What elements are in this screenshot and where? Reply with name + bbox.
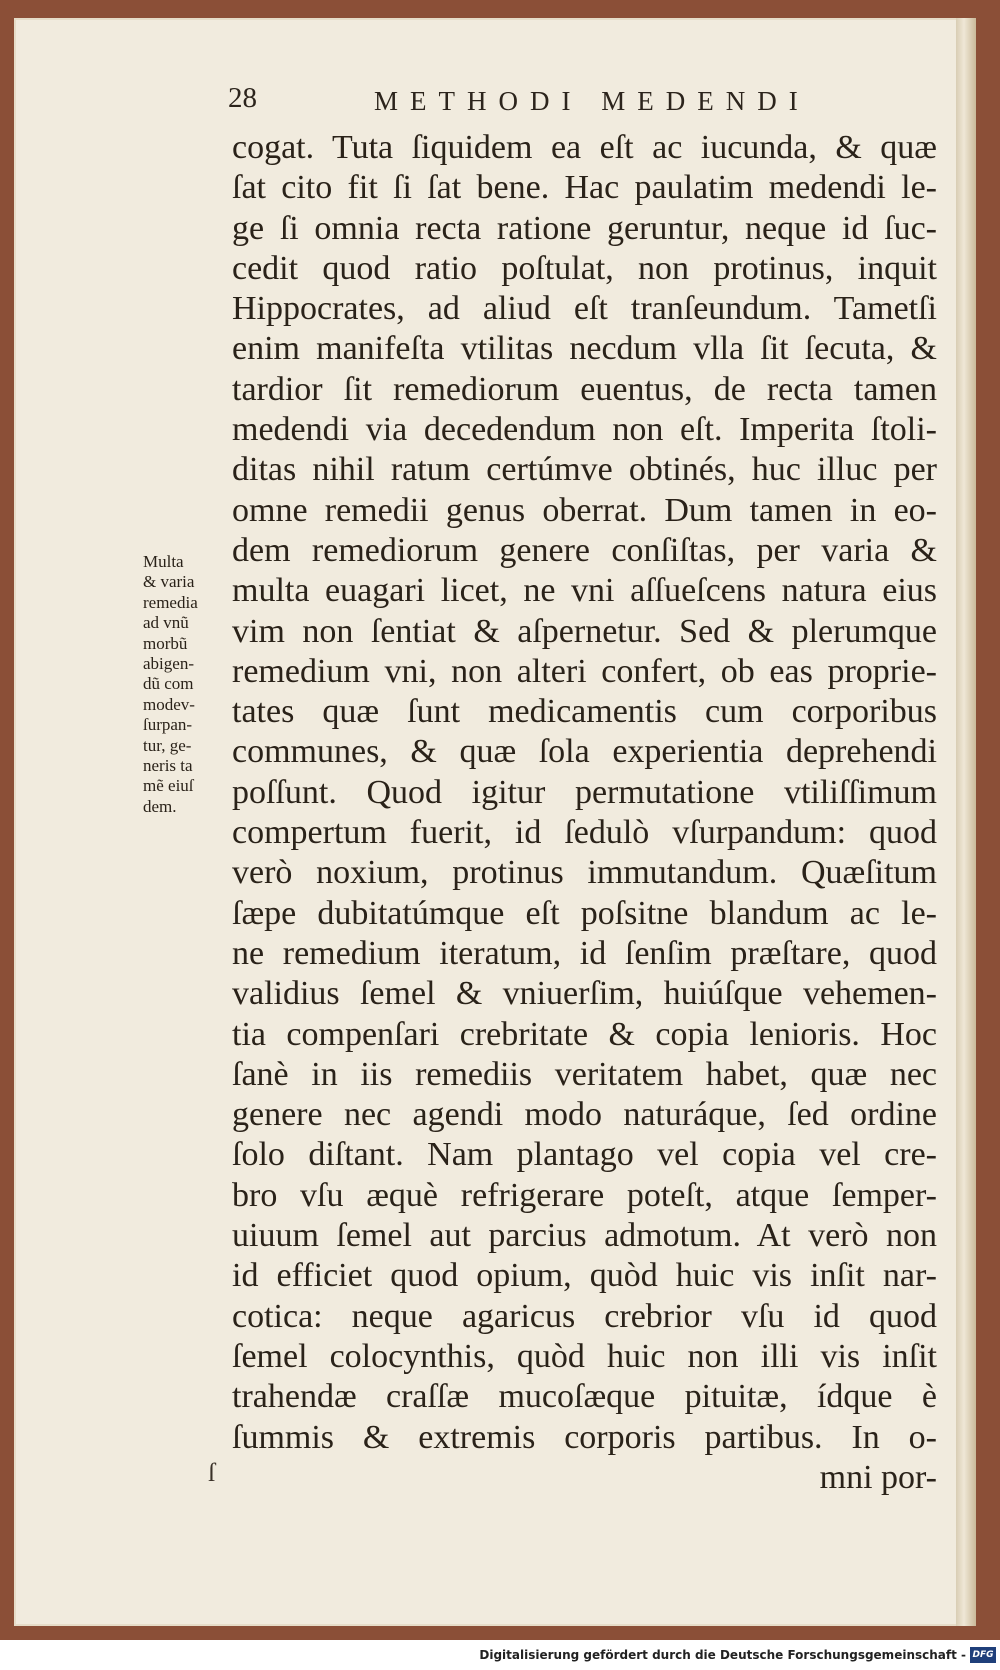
text-line: multa euagari licet, ne vni aſſueſcens natura eius bbox=[232, 572, 937, 610]
margin-note-line: dũ com bbox=[143, 674, 194, 694]
text-line: communes, & quæ ſola experientia deprehendi bbox=[232, 733, 937, 771]
margin-note-line: ad vnũ bbox=[143, 613, 189, 633]
text-line: trahendæ craſſæ mucoſæque pituitæ, ídque è bbox=[232, 1378, 937, 1416]
text-line: cedit quod ratio poſtulat, non protinus, inquit bbox=[232, 249, 937, 287]
text-line: cotica: neque agaricus crebrior vſu id quod bbox=[232, 1297, 937, 1335]
margin-note-line: neris ta bbox=[143, 756, 193, 776]
text-line: ſolo diſtant. Nam plantago vel copia vel cre- bbox=[232, 1136, 937, 1174]
text-line: mni por- bbox=[819, 1458, 937, 1496]
margin-note-line: ſurpan- bbox=[143, 715, 193, 735]
text-line: remedium vni, non alteri confert, ob eas proprie- bbox=[232, 652, 937, 690]
stray-mark: ſ bbox=[208, 1458, 216, 1487]
text-line: ditas nihil ratum certúmve obtinés, huc illuc per bbox=[232, 451, 937, 489]
footer-credit: Digitalisierung gefördert durch die Deutsche Forschungsgemeinschaft - bbox=[479, 1648, 966, 1662]
text-line: omne remedii genus oberrat. Dum tamen in eo- bbox=[232, 491, 937, 529]
running-title: METHODI MEDENDI bbox=[374, 86, 810, 116]
digitization-footer bbox=[0, 1644, 1000, 1670]
text-line: poſſunt. Quod igitur permutatione vtiliſſimum bbox=[232, 773, 937, 811]
text-line: enim manifeſta vtilitas necdum vlla ſit ſecuta, & bbox=[232, 330, 937, 368]
margin-note-line: modev- bbox=[143, 694, 195, 714]
page-number: 28 bbox=[228, 82, 257, 114]
text-line: uiuum ſemel aut parcius admotum. At verò non bbox=[232, 1217, 937, 1255]
text-line: tates quæ ſunt medicamentis cum corporibus bbox=[232, 693, 937, 731]
text-line: medendi via decedendum non eſt. Imperita ſtoli- bbox=[232, 411, 937, 449]
text-line: vim non ſentiat & aſpernetur. Sed & plerumque bbox=[232, 612, 937, 650]
text-line: ſemel colocynthis, quòd huic non illi vis inſit bbox=[232, 1337, 937, 1375]
text-line: ſæpe dubitatúmque eſt poſsitne blandum ac le- bbox=[232, 894, 937, 932]
margin-note-line: Multa bbox=[143, 552, 184, 571]
margin-note-line: dem. bbox=[143, 796, 177, 816]
margin-note-line: & varia bbox=[143, 572, 195, 592]
margin-note-line: mẽ eiuſ bbox=[143, 776, 194, 796]
text-line: validius ſemel & vniuerſim, huiúſque vehemen- bbox=[232, 975, 937, 1013]
dfg-logo: DFG bbox=[970, 1647, 996, 1663]
text-line: dem remediorum genere conſiſtas, per varia & bbox=[232, 531, 937, 569]
text-line: tia compenſari crebritate & copia lenioris. Hoc bbox=[232, 1015, 937, 1053]
text-line: ſat cito fit ſi ſat bene. Hac paulatim medendi le- bbox=[232, 169, 937, 207]
text-line: ge ſi omnia recta ratione geruntur, neque id ſuc- bbox=[232, 209, 937, 247]
text-line: id efficiet quod opium, quòd huic vis inſit nar- bbox=[232, 1257, 937, 1295]
text-line: ne remedium iteratum, id ſenſim præſtare, quod bbox=[232, 934, 937, 972]
margin-note-line: tur, ge- bbox=[143, 735, 192, 755]
body-text bbox=[232, 128, 937, 1498]
margin-note-line: abigen- bbox=[143, 654, 194, 674]
text-line: verò noxium, protinus immutandum. Quæſitum bbox=[232, 854, 937, 892]
text-line: genere nec agendi modo naturáque, ſed ordine bbox=[232, 1096, 937, 1134]
page-header bbox=[228, 82, 948, 122]
margin-note-line: morbũ bbox=[143, 633, 188, 653]
text-line: tardior ſit remediorum euentus, de recta tamen bbox=[232, 370, 937, 408]
text-line: bro vſu æquè refrigerare poteſt, atque ſemper- bbox=[232, 1176, 937, 1214]
text-line: compertum fuerit, id ſedulò vſurpandum: quod bbox=[232, 814, 937, 852]
margin-note-line: remedia bbox=[143, 592, 198, 612]
margin-note bbox=[143, 552, 235, 817]
text-line: Hippocrates, ad aliud eſt tranſeundum. Tametſi bbox=[232, 290, 937, 328]
text-line: ſummis & extremis corporis partibus. In o- bbox=[232, 1418, 937, 1456]
text-line: cogat. Tuta ſiquidem ea eſt ac iucunda, & quæ bbox=[232, 129, 937, 166]
page-edge bbox=[956, 18, 976, 1626]
text-line: ſanè in iis remediis veritatem habet, quæ nec bbox=[232, 1055, 937, 1093]
